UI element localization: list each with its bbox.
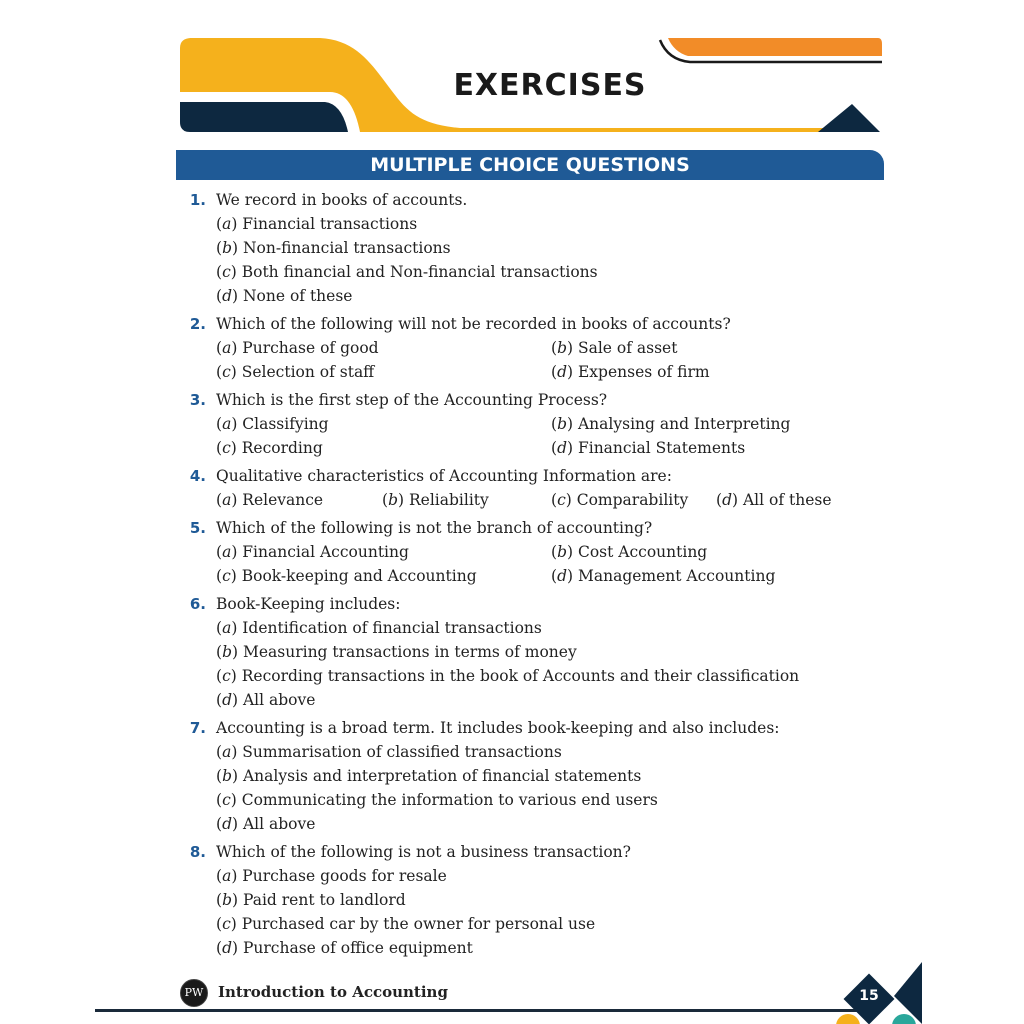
question-text: Which of the following is not a business transaction? bbox=[216, 843, 631, 861]
question bbox=[0, 464, 1024, 512]
question-number: 4. bbox=[189, 467, 206, 485]
option: (d) Purchase of office equipment bbox=[216, 939, 473, 957]
question-number: 5. bbox=[189, 519, 206, 537]
section-header: MULTIPLE CHOICE QUESTIONS bbox=[176, 150, 884, 180]
option: (a) Purchase of good bbox=[216, 339, 379, 357]
navy-pill bbox=[180, 102, 348, 132]
option: (d) Financial Statements bbox=[551, 439, 746, 457]
page-title: EXERCISES bbox=[453, 68, 647, 103]
question bbox=[0, 716, 1024, 836]
question-number: 8. bbox=[189, 843, 206, 861]
option: (c) Both financial and Non-financial transactions bbox=[216, 263, 598, 281]
option: (a) Financial transactions bbox=[216, 215, 418, 233]
orange-bar bbox=[668, 38, 882, 56]
publisher-logo-icon: PW bbox=[180, 979, 208, 1007]
question-list bbox=[0, 188, 1024, 964]
option: (a) Summarisation of classified transactions bbox=[216, 743, 562, 761]
option: (a) Classifying bbox=[216, 415, 329, 433]
question-text: Which of the following is not the branch of accounting? bbox=[216, 519, 653, 537]
question-number: 6. bbox=[189, 595, 206, 613]
question-number: 1. bbox=[189, 191, 206, 209]
question-text: Accounting is a broad term. It includes book-keeping and also includes: bbox=[216, 719, 780, 737]
option: (b) Sale of asset bbox=[551, 339, 678, 357]
question-text: Which of the following will not be recorded in books of accounts? bbox=[216, 315, 731, 333]
option: (d) All of these bbox=[716, 491, 832, 509]
option: (b) Paid rent to landlord bbox=[216, 891, 406, 909]
question bbox=[0, 312, 1024, 384]
question-text: Which is the first step of the Accounting Process? bbox=[216, 391, 608, 409]
page-number: 15 bbox=[859, 988, 879, 1004]
footer-rule bbox=[95, 1009, 865, 1012]
option: (a) Purchase goods for resale bbox=[216, 867, 447, 885]
question-number: 7. bbox=[189, 719, 206, 737]
option: (b) Non-financial transactions bbox=[216, 239, 451, 257]
option: (b) Cost Accounting bbox=[551, 543, 708, 561]
option: (b) Analysis and interpretation of financial statements bbox=[216, 767, 642, 785]
question bbox=[0, 516, 1024, 588]
option: (a) Identification of financial transactions bbox=[216, 619, 542, 637]
option: (c) Communicating the information to various end users bbox=[216, 791, 658, 809]
question-text: Book-Keeping includes: bbox=[216, 595, 401, 613]
option: (d) All above bbox=[216, 815, 316, 833]
question bbox=[0, 592, 1024, 712]
footer-book-title: Introduction to Accounting bbox=[218, 983, 448, 1001]
option: (d) All above bbox=[216, 691, 316, 709]
option: (c) Recording transactions in the book of Accounts and their classification bbox=[216, 667, 800, 685]
option: (b) Reliability bbox=[382, 491, 489, 509]
option: (a) Financial Accounting bbox=[216, 543, 409, 561]
option: (c) Selection of staff bbox=[216, 363, 375, 381]
question-number: 3. bbox=[189, 391, 206, 409]
footer-dots-decoration bbox=[830, 1012, 930, 1024]
option: (b) Measuring transactions in terms of money bbox=[216, 643, 577, 661]
option: (c) Book-keeping and Accounting bbox=[216, 567, 477, 585]
option: (c) Comparability bbox=[551, 491, 689, 509]
option: (d) Management Accounting bbox=[551, 567, 776, 585]
option: (a) Relevance bbox=[216, 491, 324, 509]
question bbox=[0, 388, 1024, 460]
option: (d) None of these bbox=[216, 287, 353, 305]
question-number: 2. bbox=[189, 315, 206, 333]
question-text: We record in books of accounts. bbox=[216, 191, 468, 209]
option: (c) Recording bbox=[216, 439, 323, 457]
question bbox=[0, 188, 1024, 308]
question bbox=[0, 840, 1024, 960]
option: (d) Expenses of firm bbox=[551, 363, 710, 381]
navy-triangle bbox=[818, 104, 880, 132]
question-text: Qualitative characteristics of Accounting Information are: bbox=[216, 467, 672, 485]
option: (b) Analysing and Interpreting bbox=[551, 415, 791, 433]
option: (c) Purchased car by the owner for personal use bbox=[216, 915, 596, 933]
